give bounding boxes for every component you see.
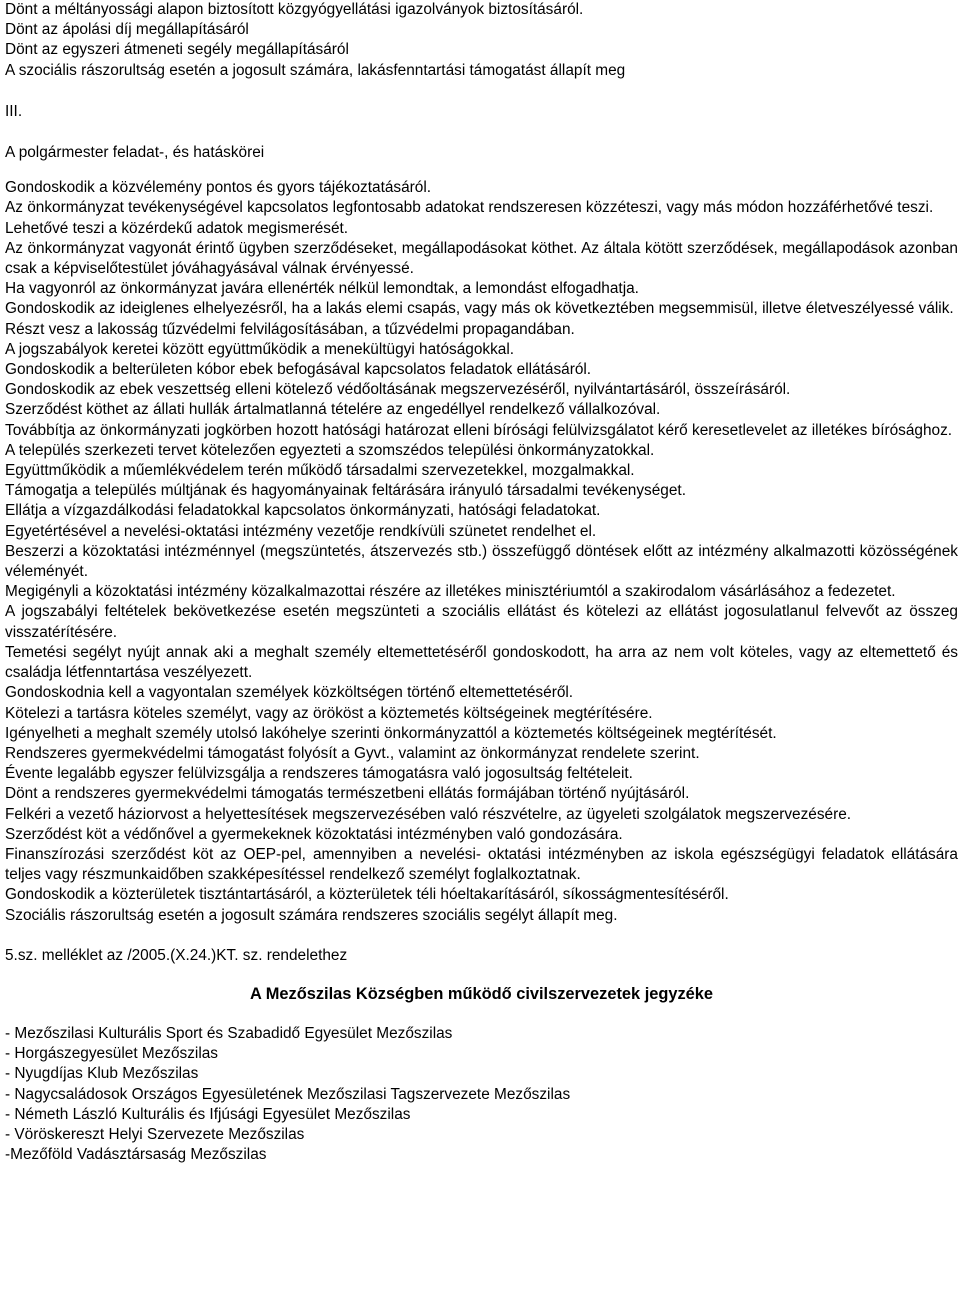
- list-item: Részt vesz a lakosság tűzvédelmi felvilágosításában, a tűzvédelmi propagandában.: [5, 320, 575, 338]
- list-item: Temetési segélyt nyújt annak aki a meghalt személy eltemettetéséről gondoskodott, ha arra az nem volt köteles, vagy az eltemettető és családja létfenntartása veszélyezett.: [5, 643, 958, 682]
- list-item: - Mezőszilasi Kulturális Sport és Szabadidő Egyesület Mezőszilas: [5, 1024, 453, 1042]
- list-item: Dönt a rendszeres gyermekvédelmi támogatás természetbeni ellátás formájában történő nyújtásáról.: [5, 785, 690, 803]
- list-item: Gondoskodik a közterületek tisztántartásáról, a közterületek téli hóeltakarításáról, síkosságmentesítéséről.: [5, 886, 729, 904]
- list-item: - Németh László Kulturális és Ifjúsági Egyesület Mezőszilas: [5, 1105, 411, 1123]
- list-item: A szociális rászorultság esetén a jogosult számára, lakásfenntartási támogatást állapít meg: [5, 61, 626, 79]
- list-item: Beszerzi a közoktatási intézménnyel (megszüntetés, átszervezés stb.) összefüggő döntések előtt az intézmény alkalmazotti közösségének véleményét.: [5, 542, 958, 581]
- list-item: A település szerkezeti tervet kötelezően egyezteti a szomszédos települési önkormányzatokkal.: [5, 441, 655, 459]
- document-page: [5, 0, 958, 1165]
- list-item: Ellátja a vízgazdálkodási feladatokkal kapcsolatos önkormányzati, hatósági feladatokat.: [5, 502, 601, 520]
- mayor-duties-list: [5, 178, 958, 926]
- list-item: Szerződést köt a védőnővel a gyermekeknek közoktatási intézményben való gondozására.: [5, 825, 623, 843]
- list-item: Igényelheti a meghalt személy utolsó lakóhelye szerinti önkormányzattól a köztemetés költségeinek megtérítését.: [5, 724, 777, 742]
- list-item: Gondoskodnia kell a vagyontalan személyek közköltségen történő eltemettetéséről.: [5, 684, 574, 702]
- annex-reference: 5.sz. melléklet az /2005.(X.24.)KT. sz. rendelethez: [5, 946, 348, 964]
- list-item: Finanszírozási szerződést köt az OEP-pel, amennyiben a nevelési- oktatási intézményben az iskola egészségügyi feladatok ellátására teljes vagy részmunkaidőben szakképesítéssel rendelkező személyt foglalkoztatnak.: [5, 845, 958, 884]
- list-item: Évente legalább egyszer felülvizsgálja a rendszeres támogatásra való jogosultság feltételeit.: [5, 765, 633, 783]
- civil-organizations-list: [5, 1024, 958, 1165]
- list-item: Lehetővé teszi a közérdekű adatok megismerését.: [5, 219, 349, 237]
- list-item: Megigényli a közoktatási intézmény közalkalmazottai részére az illetékes minisztériumtól a szakirodalom vásárlásához a fedezetet.: [5, 583, 896, 601]
- list-item: Rendszeres gyermekvédelmi támogatást folyósít a Gyvt., valamint az önkormányzat rendelete szerint.: [5, 744, 700, 762]
- list-item: - Nyugdíjas Klub Mezőszilas: [5, 1065, 199, 1083]
- list-item: Szerződést köthet az állati hullák ártalmatlanná tételére az engedéllyel rendelkező vállalkozóval.: [5, 401, 661, 419]
- list-item: Felkéri a vezető háziorvost a helyettesítések megszervezésében való részvételre, az ügyeleti szolgálatok megszervezésére.: [5, 805, 852, 823]
- decision-list: [5, 0, 958, 81]
- list-item: Gondoskodik az ebek veszettség elleni kötelező védőoltásának megszervezéséről, nyilvántartásáról, összeírásáról.: [5, 381, 791, 399]
- list-item: Gondoskodik a belterületen kóbor ebek befogásával kapcsolatos feladatok ellátásáról.: [5, 361, 592, 379]
- list-item: - Horgászegyesület Mezőszilas: [5, 1045, 218, 1063]
- list-item: -Mezőföld Vadásztársaság Mezőszilas: [5, 1146, 267, 1164]
- list-item: Továbbítja az önkormányzati jogkörben hozott hatósági határozat elleni bírósági felülvizsgálatot kérő keresetlevelet az illetékes bírósághoz.: [5, 421, 953, 439]
- list-item: A jogszabályok keretei között együttműködik a menekültügyi hatóságokkal.: [5, 340, 515, 358]
- list-item: - Nagycsaládosok Országos Egyesületének Mezőszilasi Tagszervezete Mezőszilas: [5, 1085, 571, 1103]
- list-item: Egyetértésével a nevelési-oktatási intézmény vezetője rendkívüli szünetet rendelhet el.: [5, 522, 597, 540]
- list-item: Az önkormányzat vagyonát érintő ügyben szerződéseket, megállapodásokat köthet. Az általa kötött szerződések, megállapodások azonban csak a képviselőtestület jóváhagyásával válnak érvényessé.: [5, 239, 958, 278]
- list-item: - Vöröskereszt Helyi Szervezete Mezőszilas: [5, 1125, 305, 1143]
- section-number: III.: [5, 102, 23, 120]
- list-item: Együttműködik a műemlékvédelem terén működő társadalmi szervezetekkel, mozgalmakkal.: [5, 462, 635, 480]
- list-item: Ha vagyonról az önkormányzat javára ellenérték nélkül lemondtak, a lemondást elfogadhatja.: [5, 280, 639, 298]
- list-item: Az önkormányzat tevékenységével kapcsolatos legfontosabb adatokat rendszeresen közzéteszi, vagy más módon hozzáférhetővé teszi.: [5, 199, 934, 217]
- list-item: Szociális rászorultság esetén a jogosult számára rendszeres szociális segélyt állapít meg.: [5, 906, 618, 924]
- list-item: Dönt az ápolási díj megállapításáról: [5, 21, 249, 39]
- civil-organizations-title: A Mezőszilas Községben működő civilszervezetek jegyzéke: [249, 984, 714, 1003]
- list-item: Dönt a méltányossági alapon biztosított közgyógyellátási igazolványok biztosításáról.: [5, 1, 584, 18]
- list-item: Gondoskodik a közvélemény pontos és gyors tájékoztatásáról.: [5, 179, 432, 197]
- list-item: Kötelezi a tartásra köteles személyt, vagy az örököst a köztemetés költségeinek megtérítésére.: [5, 704, 653, 722]
- list-item: Gondoskodik az ideiglenes elhelyezésről, ha a lakás elemi csapás, vagy más ok következtében megsemmisül, illetve életveszélyessé válik.: [5, 300, 954, 318]
- list-item: Támogatja a település múltjának és hagyományainak feltárására irányuló társadalmi tevékenységet.: [5, 482, 686, 500]
- section-title: A polgármester feladat-, és hatáskörei: [5, 144, 265, 162]
- list-item: Dönt az egyszeri átmeneti segély megállapításáról: [5, 41, 349, 59]
- list-item: A jogszabályi feltételek bekövetkezése esetén megszünteti a szociális ellátást és kötelezi az ellátást jogosulatlanul felvevőt az összeg visszatérítésére.: [5, 603, 958, 641]
